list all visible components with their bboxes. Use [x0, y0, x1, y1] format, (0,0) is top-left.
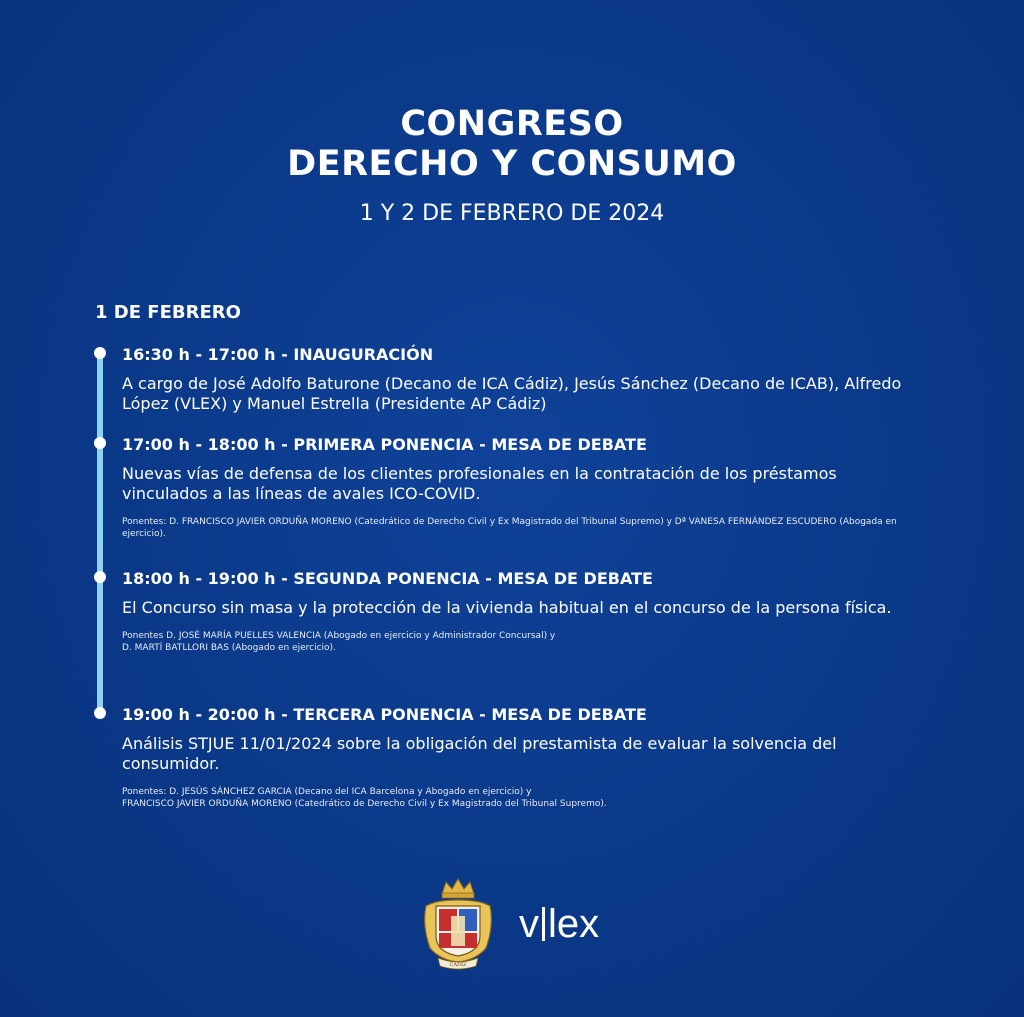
- session-inauguracion: [122, 344, 922, 414]
- session-primera-ponencia: [122, 434, 922, 540]
- speakers-line: Ponentes: D. JESÚS SÁNCHEZ GARCIA (Decano del ICA Barcelona y Abogado en ejercicio) y: [122, 787, 532, 797]
- session-segunda-ponencia: [122, 568, 922, 654]
- vlex-logo: [519, 900, 599, 948]
- session-heading: 19:00 h - 20:00 h - TERCERA PONENCIA - MESA DE DEBATE: [122, 705, 647, 724]
- title-line-1: CONGRESO: [400, 104, 624, 144]
- session-description: A cargo de José Adolfo Baturone (Decano de ICA Cádiz), Jesús Sánchez (Decano de ICAB), Alfredo López (VLEX) y Manuel Estrella (Presidente AP Cádiz): [122, 374, 902, 413]
- speakers-line: Ponentes D. JOSÉ MARÍA PUELLES VALENCIA (Abogado en ejercicio y Administrador Concursal) y: [122, 631, 556, 641]
- speakers-line: FRANCISCO JAVIER ORDUÑA MORENO (Catedrático de Derecho Civil y Ex Magistrado del Tribunal Supremo).: [122, 799, 607, 809]
- timeline-dot: [94, 707, 106, 719]
- session-heading: 16:30 h - 17:00 h - INAUGURACIÓN: [122, 345, 434, 364]
- timeline-line: [97, 352, 103, 714]
- session-tercera-ponencia: [122, 704, 922, 810]
- timeline-dot: [94, 437, 106, 449]
- congress-dates: 1 Y 2 DE FEBRERO DE 2024: [359, 201, 665, 226]
- timeline-dot: [94, 347, 106, 359]
- crest-banner-text: CÁDIZ: [449, 962, 467, 968]
- session-description: El Concurso sin masa y la protección de la vivienda habitual en el concurso de la persona física.: [122, 598, 892, 617]
- speakers-line: D. MARTÍ BATLLORI BAS (Abogado en ejercicio).: [122, 643, 336, 653]
- session-description: Nuevas vías de defensa de los clientes profesionales en la contratación de los préstamos vinculados a las líneas de avales ICO-COVID.: [122, 464, 837, 503]
- sponsor-logos: [0, 876, 1024, 972]
- vlex-logo-v: v: [519, 902, 539, 946]
- ica-cadiz-crest-logo: [420, 876, 496, 972]
- title-line-2: DERECHO Y CONSUMO: [287, 144, 737, 184]
- timeline-dot: [94, 571, 106, 583]
- session-heading: 18:00 h - 19:00 h - SEGUNDA PONENCIA - MESA DE DEBATE: [122, 569, 653, 588]
- session-description: Análisis STJUE 11/01/2024 sobre la obligación del prestamista de evaluar la solvencia del consumidor.: [122, 734, 837, 773]
- vlex-logo-lex: lex: [548, 902, 600, 946]
- session-speakers: Ponentes: D. FRANCISCO JAVIER ORDUÑA MORENO (Catedrático de Derecho Civil y Ex Magistrado del Tribunal Supremo) y Dª VANESA FERNÁNDEZ ESCUDERO (Abogada en ejercicio).: [122, 517, 897, 539]
- day-heading: 1 DE FEBRERO: [95, 302, 241, 323]
- session-speakers: [122, 630, 922, 654]
- session-speakers: [122, 786, 922, 810]
- congress-title: [0, 104, 1024, 184]
- session-heading: 17:00 h - 18:00 h - PRIMERA PONENCIA - MESA DE DEBATE: [122, 435, 647, 454]
- vlex-logo-divider: [542, 907, 545, 941]
